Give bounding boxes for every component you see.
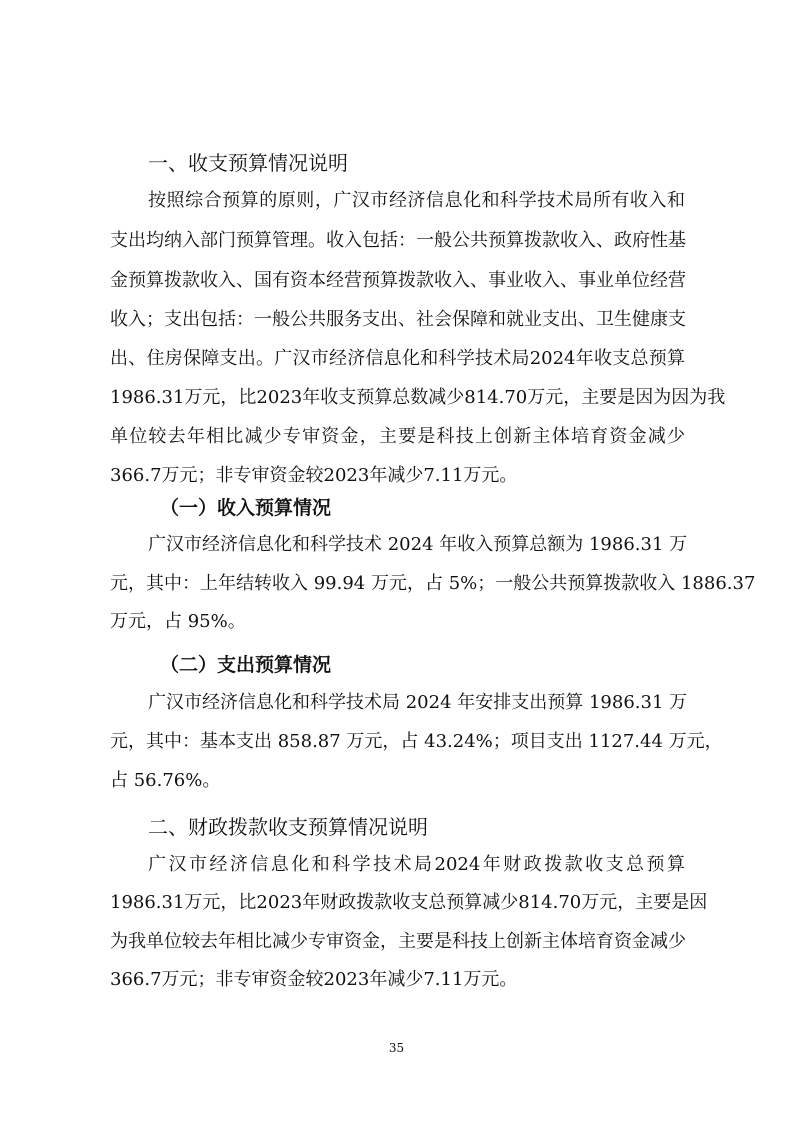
paragraph-line: 出、住房保障支出。广汉市经济信息化和科学技术局2024年收支总预算: [110, 348, 685, 369]
paragraph-line: 元，其中：基本支出 858.87 万元，占 43.24%；项目支出 1127.44 万元，: [110, 731, 723, 752]
paragraph-line: 金预算拨款收入、国有资本经营预算拨款收入、事业收入、事业单位经营: [110, 270, 686, 291]
subsection-heading-income: （一）收入预算情况: [160, 497, 332, 519]
paragraph-line: 1986.31万元，比2023年财政拨款收支总预算减少814.70万元，主要是因: [110, 892, 708, 913]
paragraph-line: 收入；支出包括：一般公共服务支出、社会保障和就业支出、卫生健康支: [110, 309, 686, 330]
paragraph-line: 为我单位较去年相比减少专审资金，主要是科技上创新主体培育资金减少: [110, 931, 686, 952]
paragraph-line: 支出均纳入部门预算管理。收入包括：一般公共预算拨款收入、政府性基: [110, 230, 686, 251]
paragraph-line: 按照综合预算的原则，广汉市经济信息化和科学技术局所有收入和: [148, 190, 685, 211]
paragraph-line: 366.7万元；非专审资金较2023年减少7.11万元。: [110, 969, 518, 990]
paragraph-line: 366.7万元；非专审资金较2023年减少7.11万元。: [110, 465, 518, 486]
paragraph-line: 1986.31万元，比2023年收支预算总数减少814.70万元，主要是因为因为我: [110, 387, 726, 408]
paragraph-line: 单位较去年相比减少专审资金，主要是科技上创新主体培育资金减少: [110, 426, 685, 447]
paragraph-line: 占 56.76%。: [110, 770, 221, 791]
paragraph-line: 广汉市经济信息化和科学技术 2024 年收入预算总额为 1986.31 万: [148, 534, 688, 555]
paragraph-line: 元，其中：上年结转收入 99.94 万元，占 5%；一般公共预算拨款收入 1886.37: [110, 573, 756, 594]
paragraph-line: 万元，占 95%。: [110, 611, 246, 632]
section-heading-fiscal-appropriation: 二、财政拨款收支预算情况说明: [148, 815, 428, 839]
section-heading-income-expenditure: 一、收支预算情况说明: [148, 151, 348, 175]
paragraph-line: 广汉市经济信息化和科学技术局2024年财政拨款收支总预算: [148, 854, 685, 875]
paragraph-line: 广汉市经济信息化和科学技术局 2024 年安排支出预算 1986.31 万: [148, 692, 688, 713]
page-number: 35: [388, 1041, 405, 1055]
subsection-heading-expenditure: （二）支出预算情况: [160, 654, 332, 676]
